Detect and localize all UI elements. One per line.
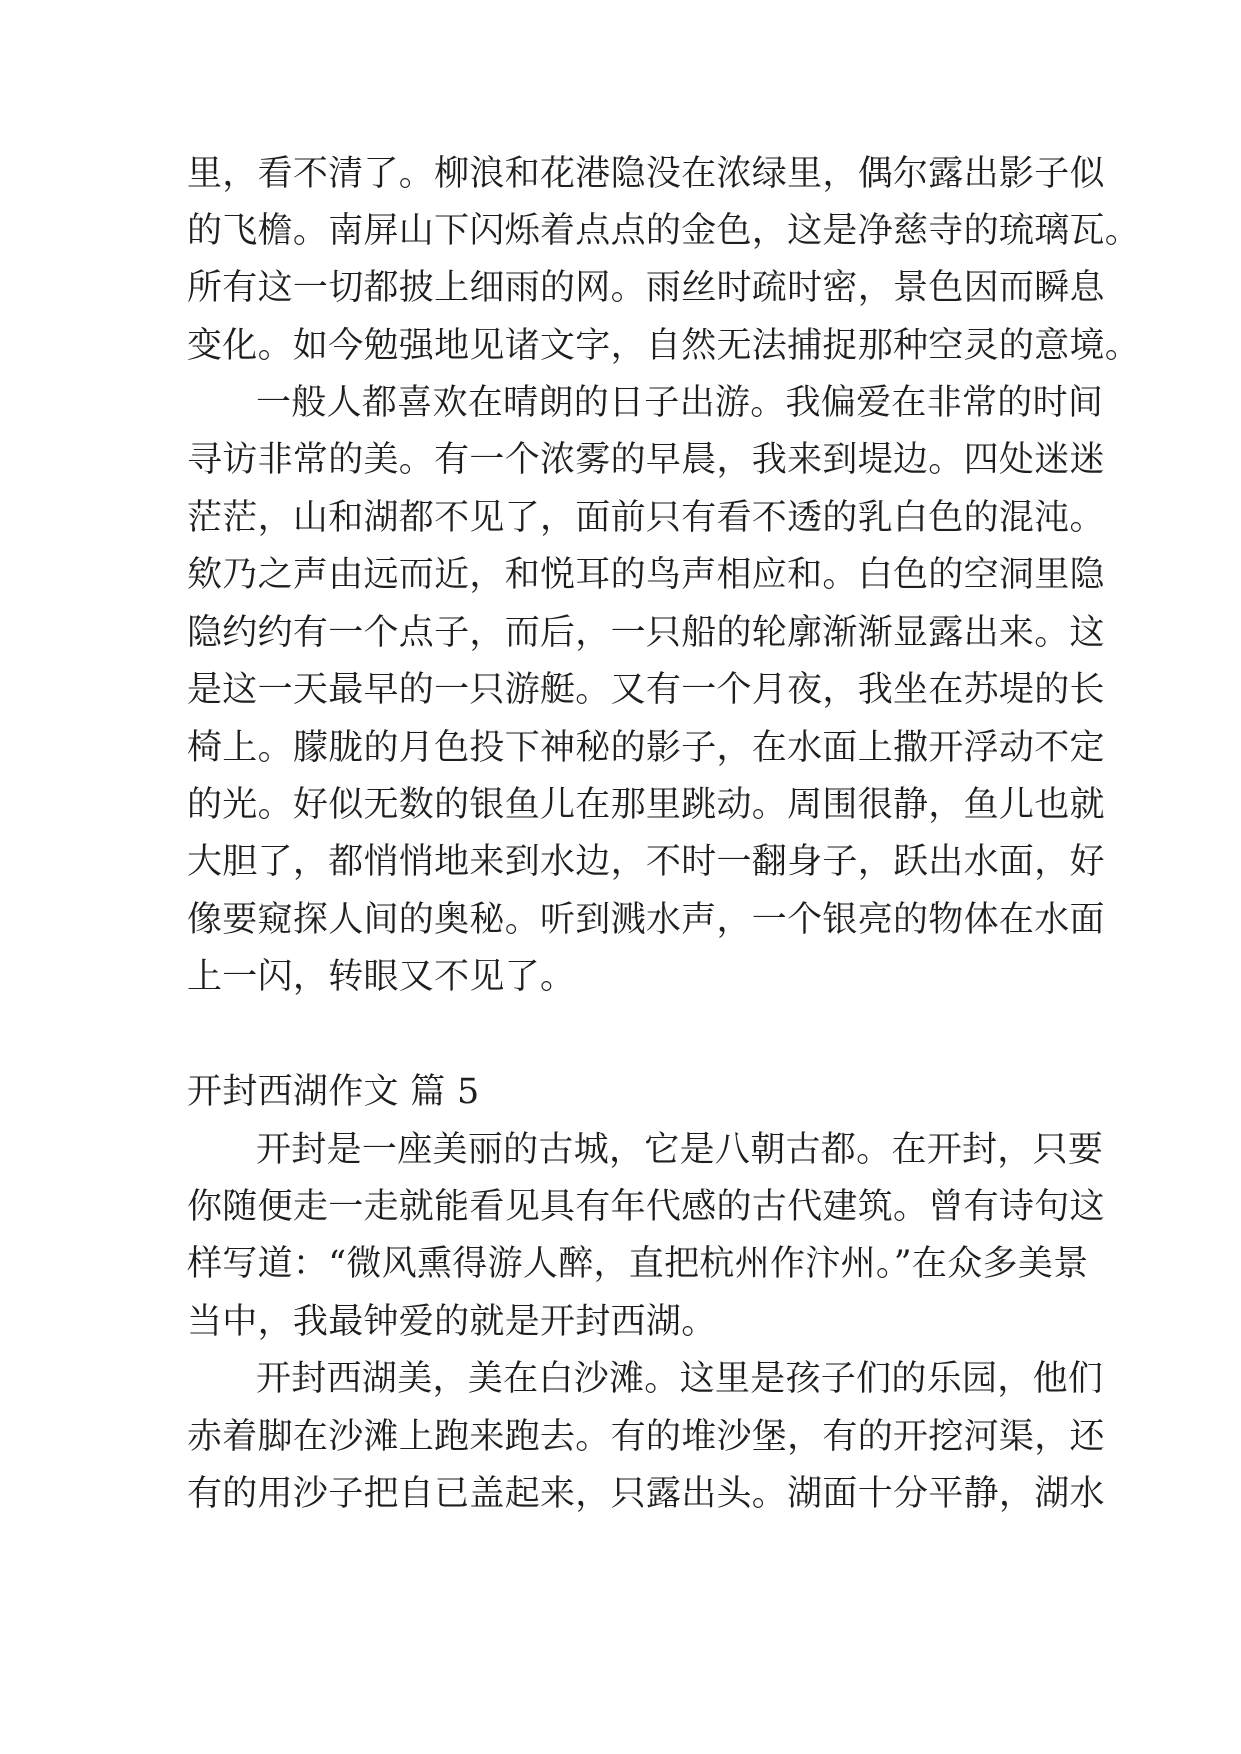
text-line: 隐约约有一个点子，而后，一只船的轮廓渐渐显露出来。这 bbox=[187, 613, 1105, 653]
text-line: 欸乃之声由远而近，和悦耳的鸟声相应和。白色的空洞里隐 bbox=[187, 555, 1105, 595]
text-line: 大胆了，都悄悄地来到水边，不时一翻身子，跃出水面，好 bbox=[187, 842, 1105, 882]
text-line: 茫茫，山和湖都不见了，面前只有看不透的乳白色的混沌。 bbox=[187, 498, 1105, 538]
text-line: 的飞檐。南屏山下闪烁着点点的金色，这是净慈寺的琉璃瓦。 bbox=[187, 211, 1141, 251]
text-line: 上一闪，转眼又不见了。 bbox=[187, 957, 576, 997]
text-line: 的光。好似无数的银鱼儿在那里跳动。周围很静，鱼儿也就 bbox=[187, 785, 1105, 825]
text-line: 是这一天最早的一只游艇。又有一个月夜，我坐在苏堤的长 bbox=[187, 670, 1105, 710]
text-line: 样写道：“微风熏得游人醉，直把杭州作汴州。”在众多美景 bbox=[187, 1244, 1089, 1284]
text-line: 赤着脚在沙滩上跑来跑去。有的堆沙堡，有的开挖河渠，还 bbox=[187, 1417, 1105, 1457]
section-heading: 开封西湖作文 篇 5 bbox=[187, 1072, 480, 1112]
text-line: 像要窥探人间的奥秘。听到溅水声，一个银亮的物体在水面 bbox=[187, 900, 1105, 940]
text-line: 椅上。朦胧的月色投下神秘的影子，在水面上撒开浮动不定 bbox=[187, 728, 1105, 768]
text-line: 一般人都喜欢在晴朗的日子出游。我偏爱在非常的时间 bbox=[256, 383, 1104, 423]
text-line: 你随便走一走就能看见具有年代感的古代建筑。曾有诗句这 bbox=[187, 1187, 1105, 1227]
text-line: 当中，我最钟爱的就是开封西湖。 bbox=[187, 1302, 717, 1342]
text-line: 开封是一座美丽的古城，它是八朝古都。在开封，只要 bbox=[256, 1130, 1104, 1170]
text-line: 变化。如今勉强地见诸文字，自然无法捕捉那种空灵的意境。 bbox=[187, 326, 1141, 366]
text-line: 寻访非常的美。有一个浓雾的早晨，我来到堤边。四处迷迷 bbox=[187, 440, 1105, 480]
text-line: 有的用沙子把自已盖起来，只露出头。湖面十分平静，湖水 bbox=[187, 1474, 1105, 1514]
text-line: 开封西湖美，美在白沙滩。这里是孩子们的乐园，他们 bbox=[256, 1359, 1104, 1399]
text-line: 里，看不清了。柳浪和花港隐没在浓绿里，偶尔露出影子似 bbox=[187, 154, 1105, 194]
text-line: 所有这一切都披上细雨的网。雨丝时疏时密，景色因而瞬息 bbox=[187, 268, 1105, 308]
